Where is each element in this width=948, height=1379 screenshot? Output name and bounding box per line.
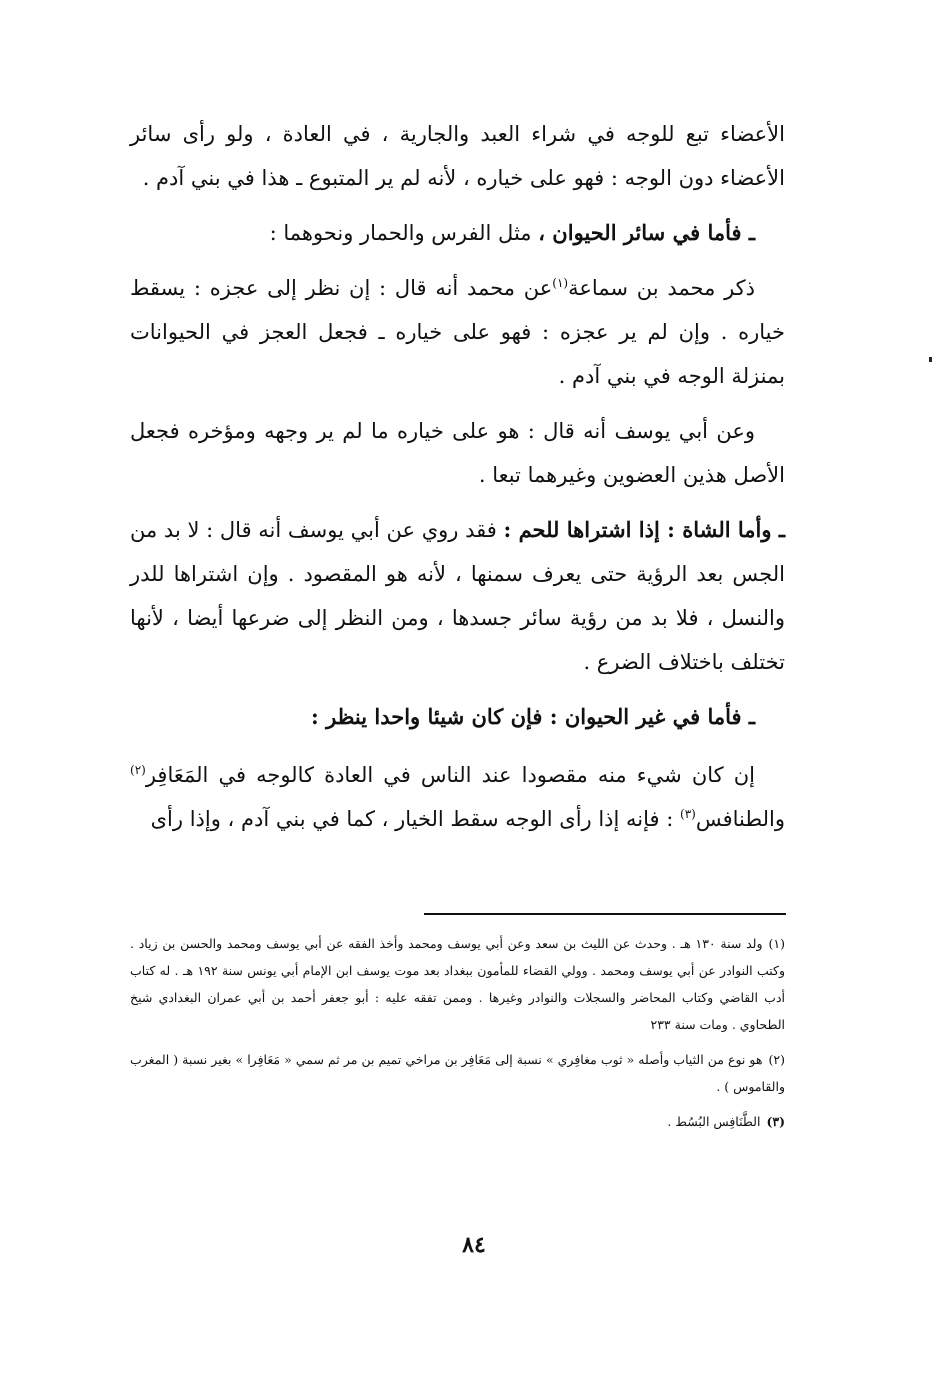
footnote-2-text: هو نوع من الثياب وأصله « ثوب مغافِري » نسبة إلى مَعَافِر بن مراخي تميم بن مر ثم سمي « مَعَافِرا » بغير نسبة ( المغرب والقاموس ) .	[130, 1052, 785, 1094]
paragraph-7-text-a: إن كان شيء منه مقصودا عند الناس في العادة كالوجه في المَعَافِر	[145, 763, 755, 787]
paragraph-1-text: الأعضاء تبع للوجه في شراء العبد والجارية ، في العادة ، ولو رأى سائر الأعضاء دون الوجه : فهو على خياره ، لأنه لم ير المتبوع ـ هذا في بني آدم .	[130, 122, 785, 190]
footnote-1-text: ولد سنة ١٣٠ هـ . وحدث عن الليث بن سعد وعن أبي يوسف ومحمد وأخذ الفقه عن أبي يوسف ومحمد والحسن بن زياد . وكتب النوادر عن أبي يوسف ومحمد . وولي القضاء للمأمون ببغداد بعد موت يوسف ابن الإمام أبي يونس سنة ١٩٢ هـ . له كتاب أدب القاضي وكتاب المحاضر والسجلات والنوادر وغيرها . وممن تفقه عليه : أبو جعفر أحمد بن أبي عمران البغدادي شيخ الطحاوي . ومات سنة ٢٣٣	[130, 936, 786, 1032]
paragraph-5-text: فقد روي عن أبي يوسف أنه قال : لا بد من الجس بعد الرؤية حتى يعرف سمنها ، لأنه هو المقصود . وإن اشتراها للدر والنسل ، فلا بد من رؤية سائر جسدها ، ومن النظر إلى ضرعها أيضا ، لأنها تختلف باختلاف الضرع .	[130, 518, 785, 674]
section-heading-sheep: ـ وأما الشاة : إذا اشتراها للحم :	[503, 517, 785, 542]
footnote-3-number: (٣)	[766, 1114, 785, 1129]
footnote-3	[130, 1108, 785, 1135]
paragraph-4	[130, 409, 785, 497]
page-number: ٨٤	[462, 1232, 486, 1258]
paragraph-7-text-c: : فإنه إذا رأى الوجه سقط الخيار ، كما في بني آدم ، وإذا رأى	[150, 807, 681, 831]
scan-mark	[929, 357, 932, 362]
paragraph-3-text-a: ذكر محمد بن سماعة	[568, 276, 756, 300]
paragraph-1	[130, 112, 785, 200]
footnote-2	[130, 1046, 785, 1100]
footnote-ref-1: (١)	[552, 276, 569, 290]
paragraph-6	[130, 695, 785, 739]
paragraph-7	[130, 753, 785, 841]
paragraph-4-text: وعن أبي يوسف أنه قال : هو على خياره ما لم ير وجهه ومؤخره فجعل الأصل هذين العضوين وغيرهما تبعا .	[130, 419, 785, 487]
paragraph-2-text: مثل الفرس والحمار ونحوهما :	[269, 221, 539, 245]
footnote-ref-2: (٢)	[130, 763, 146, 777]
footnote-1	[130, 930, 785, 1038]
footnotes	[130, 930, 785, 1143]
section-heading-non-animals: ـ فأما في غير الحيوان : فإن كان شيئا واحدا ينظر :	[311, 704, 755, 729]
paragraph-3-text-b: عن محمد أنه قال : إن نظر إلى عجزه : يسقط خياره . وإن لم ير عجزه : فهو على خياره ـ فجعل العجز في الحيوانات بمنزلة الوجه في بني آدم .	[130, 276, 785, 388]
paragraph-3	[130, 266, 785, 398]
paragraph-5	[130, 508, 785, 684]
footnote-1-number: (١)	[768, 936, 785, 951]
main-text	[130, 112, 785, 852]
footnote-ref-3: (٣)	[680, 807, 696, 821]
footnote-2-number: (٢)	[768, 1052, 785, 1067]
section-heading-animals: ـ فأما في سائر الحيوان ،	[538, 220, 755, 245]
footnote-divider	[424, 913, 786, 915]
paragraph-7-text-b: والطنافس	[695, 807, 785, 831]
footnote-3-text: الطَّنَافِس البُسُط .	[667, 1114, 761, 1129]
paragraph-2	[130, 211, 785, 255]
